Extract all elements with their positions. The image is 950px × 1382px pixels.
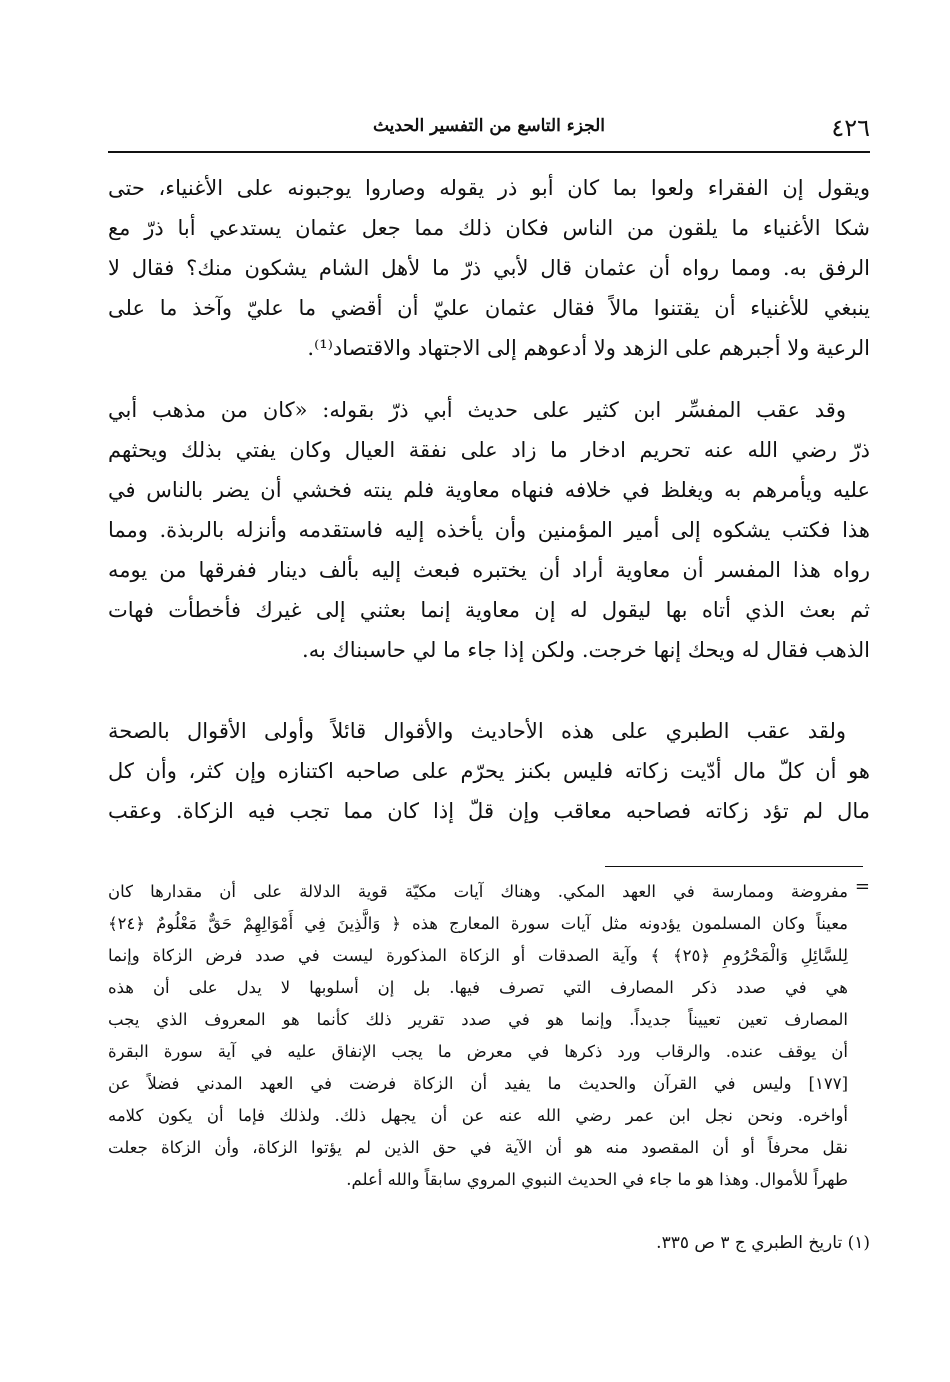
text-line: الرعية ولا أجبرهم على الزهد ولا أدعوهم إلى الاجتهاد والاقتصاد⁽¹⁾.: [307, 336, 870, 360]
text-line: رواه هذا المفسر أن معاوية أراد أن يختبره فبعث إليه بألف دينار ففرقها من يومه: [108, 558, 870, 582]
text-line: مال لم تؤد زكاته فصاحبه معاقب وإن قلّ إذا كان مما تجب فيه الزكاة. وعقب: [108, 799, 870, 823]
footnote-line: معيناً وكان المسلمون يؤدونه مثل آيات سورة المعارج هذه ﴿ وَالَّذِينَ فِي أَمْوَالِهِمْ حَقٌّ مَعْلُومٌ ﴿٢٤﴾: [108, 914, 848, 933]
text-line: ثم بعث الذي أتاه بها ليقول له إن معاوية إنما بعثني إلى غيرك فأخطأت فهات: [108, 598, 870, 622]
text-line: عليه ويأمرهم به ويغلظ في خلافه فنهاه معاوية فلم ينته فخشي أن يضر بالناس في: [108, 478, 870, 502]
text-line: هذا فكتب يشكوه إلى أمير المؤمنين وأن يأخذه إليه فاستقدمه وأنزله بالربذة. ومما: [108, 518, 870, 542]
footnote-line: [١٧٧] وليس في القرآن والحديث ما يفيد أن الزكاة فرضت في العهد المدني فضلاً عن: [108, 1074, 848, 1093]
footnote-line: أن يوقف عنده. والرقاب ورد ذكرها في معرض ما يجب الإنفاق عليه في آية سورة البقرة: [108, 1042, 848, 1061]
paragraph-3: [108, 711, 870, 831]
footnote-line: المصارف تعين تعييناً جديداً. وإنما هو في صدد تقرير ذلك كأنما هو المعروف الذي يجب: [108, 1010, 848, 1029]
text-line: هو أن كلّ مال أدّيت زكاته فليس بكنز يحرّم على صاحبه اكتنازه وإن كثر، وأن كل: [108, 759, 870, 783]
footnote-line: نقل محرفاً أو أن المقصود منه هو أن الآية في حق الذين لم يؤتوا الزكاة، وأن الزكاة جعلت: [108, 1138, 848, 1157]
continuation-marker: =: [854, 876, 870, 897]
footnote-rule: [605, 866, 863, 867]
footnote-line: طهراً للأموال. وهذا هو ما جاء في الحديث النبوي المروي سابقاً والله أعلم.: [346, 1170, 848, 1189]
footnote-line: أواخره. ونحن نجل ابن عمر رضي الله عنه عن أن يجهل ذلك. ولذلك فإما أن يكون كلامه: [108, 1106, 848, 1125]
text-line: الرفق به. ومما رواه أن عثمان قال لأبي ذرّ ما لأهل الشام يشكون منك؟ فقال لا: [108, 256, 870, 280]
footnote-continuation: [108, 876, 870, 1196]
text-line: ويقول إن الفقراء ولعوا بما كان أبو ذر يقوله وصاروا يوجبونه على الأغنياء، حتى: [108, 176, 870, 200]
footnote-line: هي في صدد ذكر المصارف التي تصرف فيها. بل إن أسلوبها لا يدل على أن هذه: [108, 978, 848, 997]
running-header: [108, 112, 870, 146]
text-line: ذرّ رضي الله عنه تحريم ادخار ما زاد على نفقة العيال وكان يفتي بذلك ويحثهم: [108, 438, 870, 462]
paragraph-2: [108, 390, 870, 670]
header-rule: [108, 151, 870, 153]
footnote-line: مفروضة وممارسة في العهد المكي. وهناك آيات مكيّة قوية الدلالة على أن مقدارها كان: [108, 882, 848, 901]
text-line: ينبغي للأغنياء أن يقتنوا مالاً فقال عثمان عليّ أن أقضي ما عليّ وآخذ ما على: [108, 296, 870, 320]
footnote-line: لِلسَّائِلِ وَالْمَحْرُومِ ﴿٢٥﴾ ﴾ وآية الصدقات أو الزكاة المذكورة ليست في صدد فرض الزكاة وإنما: [108, 946, 848, 965]
footnote-1: (١) تاريخ الطبري ج ٣ ص ٣٣٥.: [656, 1233, 870, 1253]
running-title: الجزء التاسع من التفسير الحديث: [372, 116, 605, 136]
text-line: شكا الأغنياء ما يلقون من الناس فكان ذلك مما جعل عثمان يستدعي أبا ذرّ مع: [108, 216, 870, 240]
text-line: الذهب فقال له ويحك إنها خرجت. ولكن إذا جاء ما لي حاسبناك به.: [302, 638, 870, 662]
page-number: ٤٢٦: [831, 114, 870, 142]
text-line: وقد عقب المفسِّر ابن كثير على حديث أبي ذرّ بقوله: «كان من مذهب أبي: [108, 398, 846, 422]
paragraph-1: [108, 168, 870, 368]
text-line: ولقد عقب الطبري على هذه الأحاديث والأقوال قائلاً وأولى الأقوال بالصحة: [108, 719, 846, 743]
